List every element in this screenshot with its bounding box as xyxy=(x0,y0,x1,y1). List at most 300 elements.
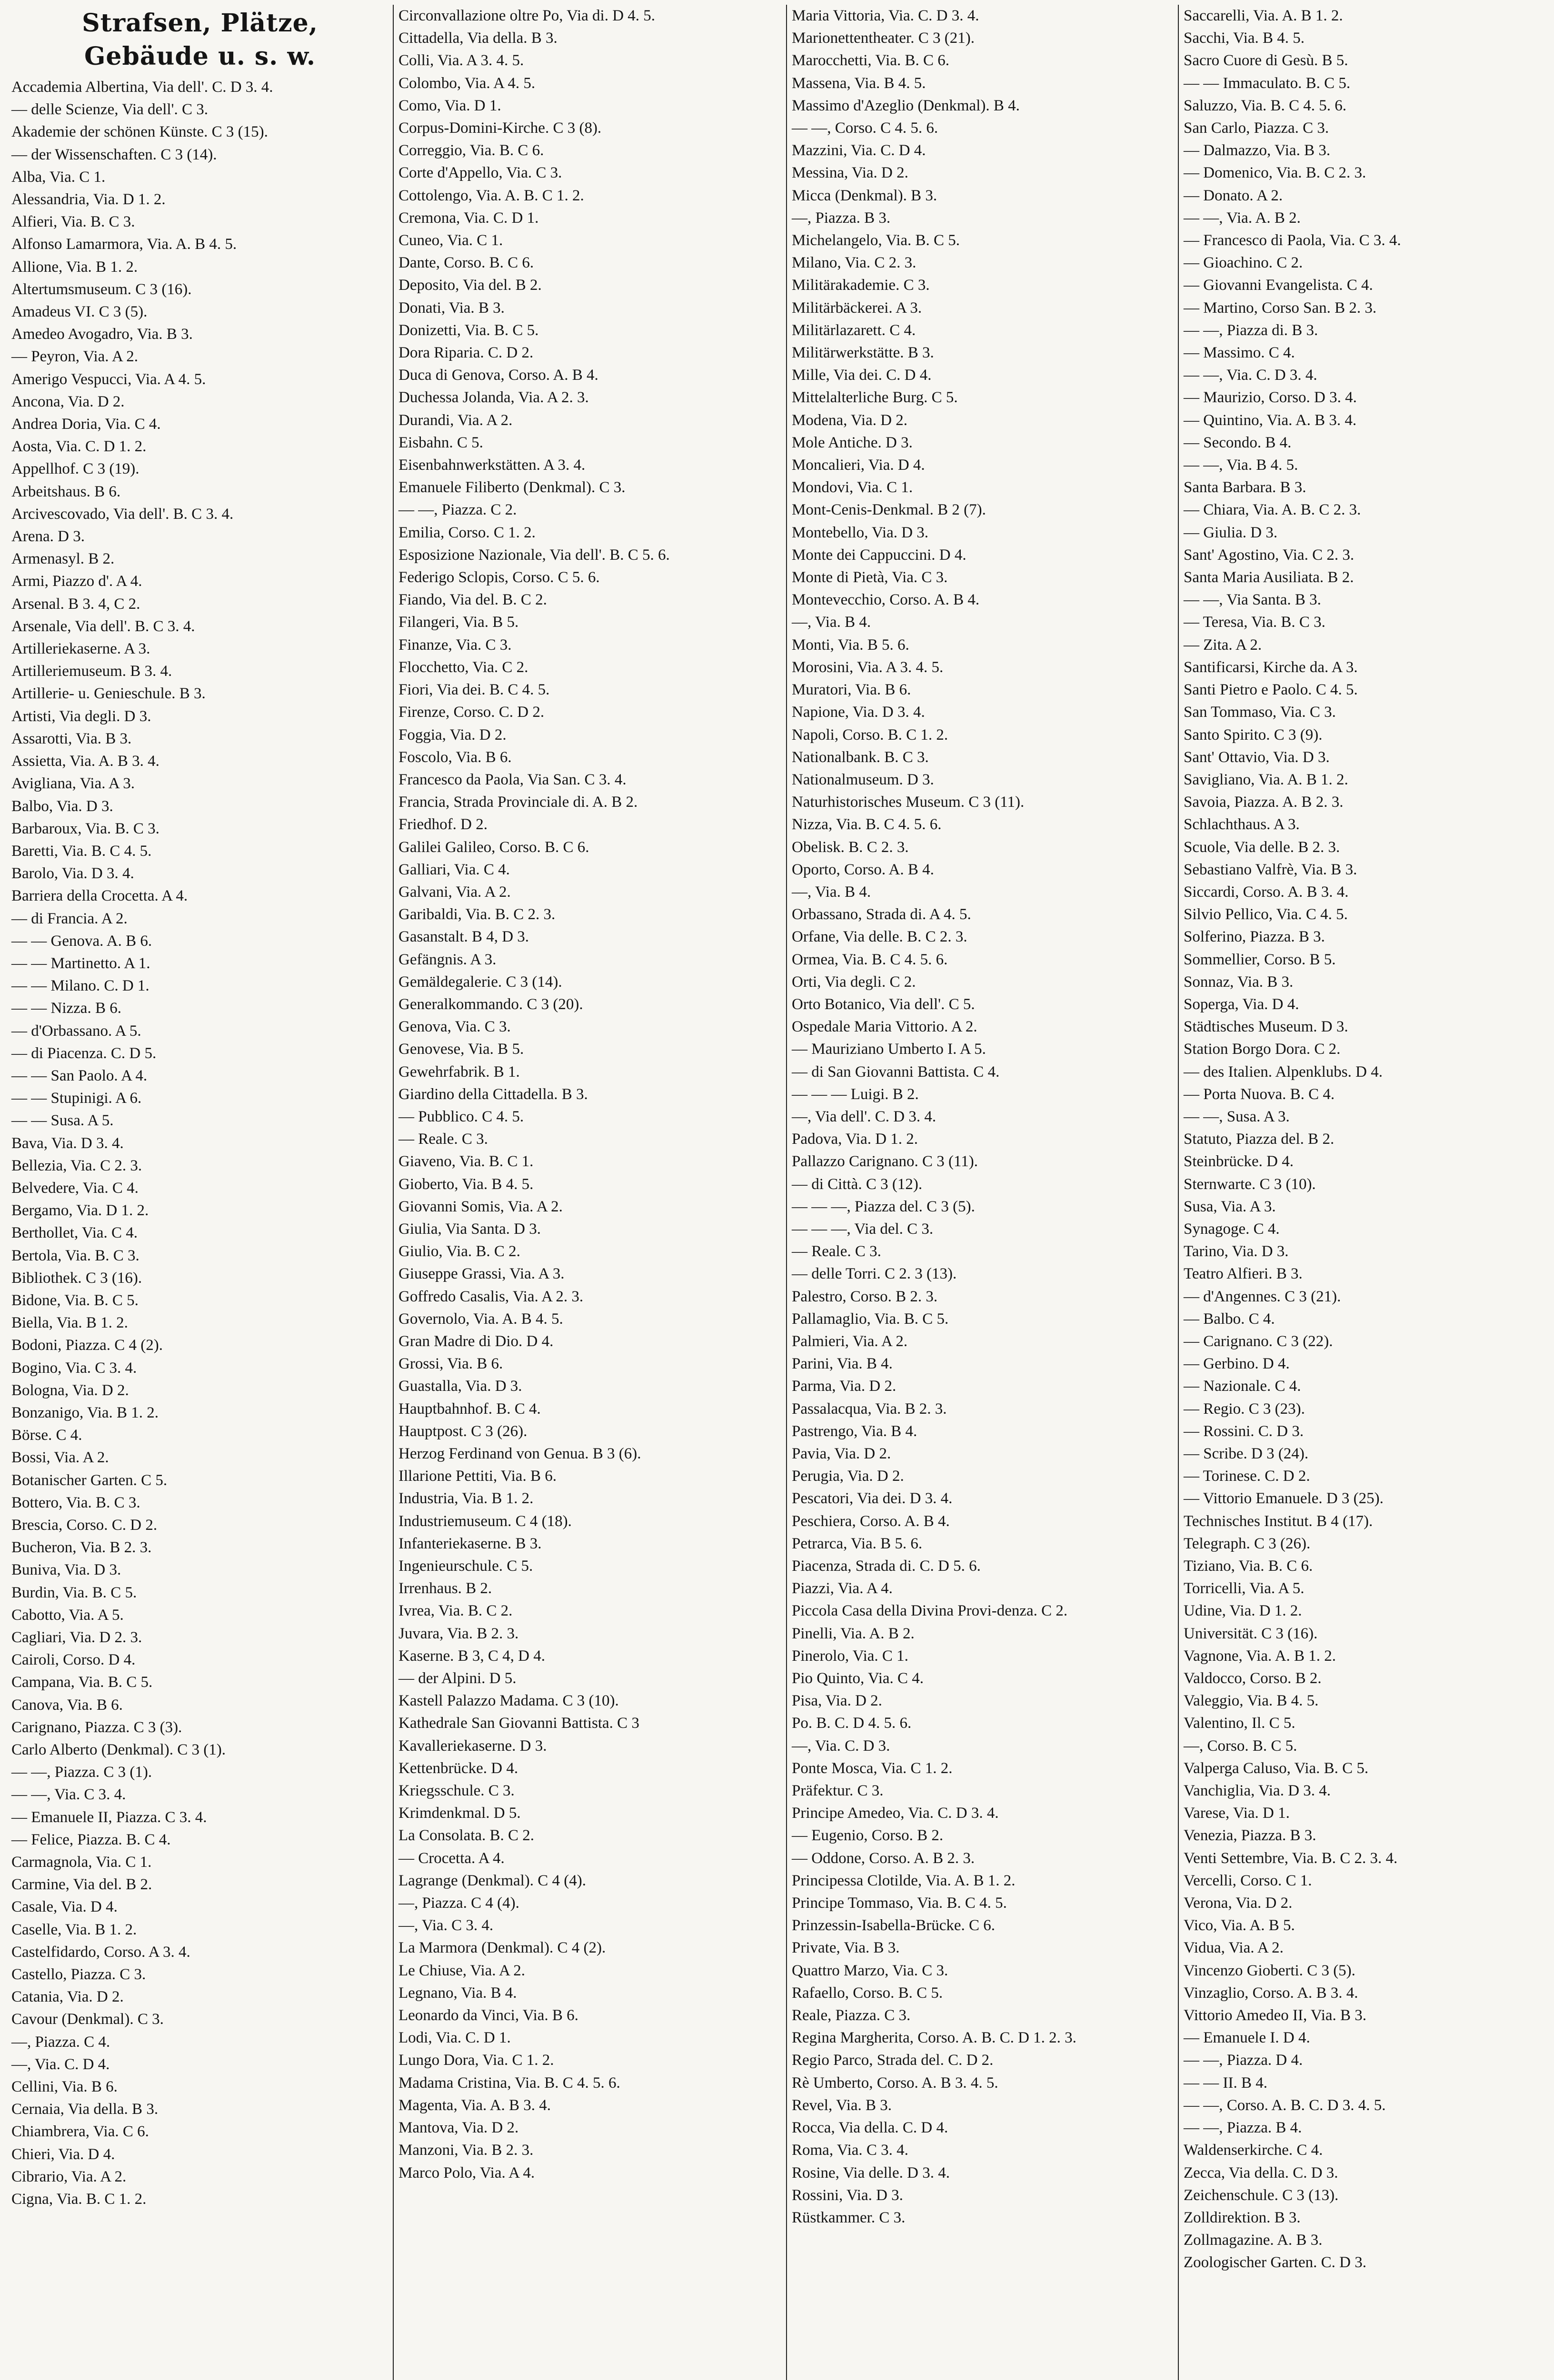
index-entry: Arbeitshaus. B 6. xyxy=(11,483,121,500)
index-entry: —, Via. B 4. xyxy=(792,614,871,631)
index-entry: Präfektur. C 3. xyxy=(792,1782,884,1800)
index-entry: Waldenserkirche. C 4. xyxy=(1184,2142,1323,2159)
index-entry: Cagliari, Via. D 2. 3. xyxy=(11,1629,142,1646)
index-entry: Hauptbahnhof. B. C 4. xyxy=(398,1400,541,1418)
index-entry: Santo Spirito. C 3 (9). xyxy=(1184,726,1323,744)
index-entry: — —, Via. C. D 3. 4. xyxy=(1184,367,1317,384)
index-entry: Marionettentheater. C 3 (21). xyxy=(792,30,975,47)
index-entry: Vagnone, Via. A. B 1. 2. xyxy=(1184,1647,1336,1665)
index-entry: Napione, Via. D 3. 4. xyxy=(792,704,925,721)
index-entry: Bucheron, Via. B 2. 3. xyxy=(11,1539,152,1557)
index-entry: — Quintino, Via. A. B 3. 4. xyxy=(1184,411,1357,429)
index-entry: Accademia Albertina, Via dell'. C. D 3. 4. xyxy=(11,79,273,96)
index-entry: Hauptpost. C 3 (26). xyxy=(398,1422,528,1440)
index-entry: Saccarelli, Via. A. B 1. 2. xyxy=(1184,7,1343,24)
index-entry: Artilleriemuseum. B 3. 4. xyxy=(11,663,172,680)
index-entry: Bellezia, Via. C 2. 3. xyxy=(11,1157,142,1174)
index-entry: Obelisk. B. C 2. 3. xyxy=(792,838,909,856)
index-entry: Mittelalterliche Burg. C 5. xyxy=(792,389,958,407)
index-entry: Synagoge. C 4. xyxy=(1184,1220,1280,1238)
index-entry: Corte d'Appello, Via. C 3. xyxy=(398,164,562,182)
index-entry: Carmine, Via del. B 2. xyxy=(11,1876,152,1894)
index-entry: Altertumsmuseum. C 3 (16). xyxy=(11,280,192,298)
index-entry: — Teresa, Via. B. C 3. xyxy=(1184,614,1325,631)
index-entry: — Reale. C 3. xyxy=(398,1130,488,1148)
index-entry: Artilleriekaserne. A 3. xyxy=(11,640,150,658)
index-entry: — Dalmazzo, Via. B 3. xyxy=(1184,142,1331,159)
index-entry: Donizetti, Via. B. C 5. xyxy=(398,321,539,339)
index-entry: — delle Scienze, Via dell'. C 3. xyxy=(11,101,208,119)
index-entry: Esposizione Nazionale, Via dell'. B. C 5. 6. xyxy=(398,546,670,564)
index-entry: Lagrange (Denkmal). C 4 (4). xyxy=(398,1872,587,1889)
index-entry: Belvedere, Via. C 4. xyxy=(11,1179,139,1197)
index-entry: Milano, Via. C 2. 3. xyxy=(792,254,916,272)
index-entry: Pisa, Via. D 2. xyxy=(792,1692,882,1710)
index-entry: — —, Piazza. C 2. xyxy=(398,501,517,519)
index-entry: Ormea, Via. B. C 4. 5. 6. xyxy=(792,951,948,968)
index-entry: Magenta, Via. A. B 3. 4. xyxy=(398,2096,551,2114)
index-entry: Passalacqua, Via. B 2. 3. xyxy=(792,1400,947,1418)
index-entry: Rè Umberto, Corso. A. B 3. 4. 5. xyxy=(792,2074,998,2092)
index-entry: Gran Madre di Dio. D 4. xyxy=(398,1332,554,1350)
index-entry: — der Wissenschaften. C 3 (14). xyxy=(11,146,217,163)
index-entry: Monte dei Cappuccini. D 4. xyxy=(792,546,966,564)
index-entry: Piacenza, Strada di. C. D 5. 6. xyxy=(792,1557,981,1575)
index-entry: — Nazionale. C 4. xyxy=(1184,1378,1301,1395)
index-entry: Pastrengo, Via. B 4. xyxy=(792,1422,917,1440)
index-entry: Private, Via. B 3. xyxy=(792,1939,900,1957)
index-entry: Ancona, Via. D 2. xyxy=(11,393,125,410)
index-entry: Galliari, Via. C 4. xyxy=(398,861,510,878)
index-entry: Giaveno, Via. B. C 1. xyxy=(398,1153,534,1170)
index-entry: Amerigo Vespucci, Via. A 4. 5. xyxy=(11,370,206,388)
index-entry: Nationalmuseum. D 3. xyxy=(792,771,934,788)
index-entry: Francia, Strada Provinciale di. A. B 2. xyxy=(398,793,638,811)
index-entry: San Tommaso, Via. C 3. xyxy=(1184,704,1336,721)
index-entry: Ponte Mosca, Via. C 1. 2. xyxy=(792,1759,953,1777)
index-entry: Gasanstalt. B 4, D 3. xyxy=(398,928,529,946)
index-entry: —, Via. C. D 4. xyxy=(11,2055,110,2073)
index-entry: Baretti, Via. B. C 4. 5. xyxy=(11,842,152,860)
index-entry: Pallamaglio, Via. B. C 5. xyxy=(792,1310,949,1328)
index-entry: Savoia, Piazza. A. B 2. 3. xyxy=(1184,793,1344,811)
index-entry: — — Martinetto. A 1. xyxy=(11,954,150,972)
index-entry: — Porta Nuova. B. C 4. xyxy=(1184,1085,1335,1103)
index-entry: Regio Parco, Strada del. C. D 2. xyxy=(792,2052,994,2069)
index-entry: Bologna, Via. D 2. xyxy=(11,1381,129,1399)
index-entry: Kaserne. B 3, C 4, D 4. xyxy=(398,1647,545,1665)
index-entry: Goffredo Casalis, Via. A 2. 3. xyxy=(398,1288,584,1305)
index-entry: Deposito, Via del. B 2. xyxy=(398,277,542,294)
index-entry: — Gioachino. C 2. xyxy=(1184,254,1303,272)
index-entry: Monti, Via. B 5. 6. xyxy=(792,636,909,654)
index-entry: Federigo Sclopis, Corso. C 5. 6. xyxy=(398,569,600,586)
index-entry: Soperga, Via. D 4. xyxy=(1184,995,1299,1013)
index-entry: Massimo d'Azeglio (Denkmal). B 4. xyxy=(792,97,1020,114)
index-entry: — — Stupinigi. A 6. xyxy=(11,1090,142,1107)
index-entry: Orfane, Via delle. B. C 2. 3. xyxy=(792,928,967,946)
index-entry: — Peyron, Via. A 2. xyxy=(11,348,138,366)
index-entry: Oporto, Corso. A. B 4. xyxy=(792,861,934,878)
index-entry: Valdocco, Corso. B 2. xyxy=(1184,1670,1322,1687)
index-entry: Siccardi, Corso. A. B 3. 4. xyxy=(1184,883,1349,901)
index-entry: —, Via. C 3. 4. xyxy=(398,1917,494,1934)
index-entry: Francesco da Paola, Via San. C 3. 4. xyxy=(398,771,627,788)
index-entry: — — San Paolo. A 4. xyxy=(11,1067,148,1084)
index-entry: Sonnaz, Via. B 3. xyxy=(1184,973,1294,991)
index-entry: — —, Piazza di. B 3. xyxy=(1184,321,1318,339)
index-entry: Amadeus VI. C 3 (5). xyxy=(11,303,148,321)
index-entry: — Pubblico. C 4. 5. xyxy=(398,1108,524,1125)
index-entry: Montebello, Via. D 3. xyxy=(792,524,929,541)
index-entry: Sacro Cuore di Gesù. B 5. xyxy=(1184,52,1348,69)
index-entry: Reale, Piazza. C 3. xyxy=(792,2007,911,2024)
index-entry: — Scribe. D 3 (24). xyxy=(1184,1445,1309,1462)
index-entry: Petrarca, Via. B 5. 6. xyxy=(792,1535,923,1552)
index-entry: Militärlazarett. C 4. xyxy=(792,321,916,339)
index-entry: Alfonso Lamarmora, Via. A. B 4. 5. xyxy=(11,236,237,253)
index-entry: — —, Susa. A 3. xyxy=(1184,1108,1290,1125)
index-page xyxy=(7,5,1547,2380)
index-entry: Messina, Via. D 2. xyxy=(792,164,908,182)
index-entry: — di Città. C 3 (12). xyxy=(792,1175,923,1193)
index-entry: Valentino, Il. C 5. xyxy=(1184,1715,1295,1732)
index-entry: Alba, Via. C 1. xyxy=(11,168,106,186)
index-entry: Lodi, Via. C. D 1. xyxy=(398,2029,511,2047)
index-entry: Rossini, Via. D 3. xyxy=(792,2186,903,2204)
index-entry: Padova, Via. D 1. 2. xyxy=(792,1130,918,1148)
index-entry: Morosini, Via. A 3. 4. 5. xyxy=(792,658,944,676)
index-entry: Cabotto, Via. A 5. xyxy=(11,1606,124,1624)
index-entry: Sant' Agostino, Via. C 2. 3. xyxy=(1184,546,1355,564)
index-entry: — — —, Piazza del. C 3 (5). xyxy=(792,1198,975,1215)
index-entry: — Francesco di Paola, Via. C 3. 4. xyxy=(1184,232,1401,249)
index-entry: Arsenale, Via dell'. B. C 3. 4. xyxy=(11,617,195,635)
index-entry: Roma, Via. C 3. 4. xyxy=(792,2142,908,2159)
index-entry: Principe Amedeo, Via. C. D 3. 4. xyxy=(792,1805,999,1822)
index-entry: Michelangelo, Via. B. C 5. xyxy=(792,232,960,249)
index-entry: Bidone, Via. B. C 5. xyxy=(11,1291,139,1309)
index-entry: Eisenbahnwerkstätten. A 3. 4. xyxy=(398,456,586,474)
index-entry: Rafaello, Corso. B. C 5. xyxy=(792,1984,943,2002)
index-entry: Udine, Via. D 1. 2. xyxy=(1184,1602,1302,1620)
index-entry: Steinbrücke. D 4. xyxy=(1184,1153,1294,1170)
index-entry: Vincenzo Gioberti. C 3 (5). xyxy=(1184,1962,1355,1979)
index-entry: Como, Via. D 1. xyxy=(398,97,501,114)
index-entry: Naturhistorisches Museum. C 3 (11). xyxy=(792,793,1025,811)
index-entry: Gewehrfabrik. B 1. xyxy=(398,1063,520,1081)
index-entry: — —, Via. A. B 2. xyxy=(1184,209,1301,227)
index-entry: Aosta, Via. C. D 1. 2. xyxy=(11,438,147,456)
index-entry: Palmieri, Via. A 2. xyxy=(792,1332,908,1350)
index-entry: Montevecchio, Corso. A. B 4. xyxy=(792,591,980,609)
index-column-3 xyxy=(787,5,1179,2380)
index-entry: — —, Corso. C 4. 5. 6. xyxy=(792,119,938,137)
index-entry: Barriera della Crocetta. A 4. xyxy=(11,887,188,905)
index-entry: — — Milano. C. D 1. xyxy=(11,977,149,995)
index-entry: — Giulia. D 3. xyxy=(1184,524,1278,541)
index-entry: —, Via. B 4. xyxy=(792,883,871,901)
index-entry: Telegraph. C 3 (26). xyxy=(1184,1535,1311,1552)
index-entry: Mondovi, Via. C 1. xyxy=(792,479,913,496)
index-entry: Campana, Via. B. C 5. xyxy=(11,1674,153,1691)
index-entry: Sant' Ottavio, Via. D 3. xyxy=(1184,748,1330,766)
index-entry: Palestro, Corso. B 2. 3. xyxy=(792,1288,938,1305)
index-entry: —, Via. C. D 3. xyxy=(792,1737,890,1755)
index-entry: Filangeri, Via. B 5. xyxy=(398,614,519,631)
index-entry: — Maurizio, Corso. D 3. 4. xyxy=(1184,389,1357,407)
index-entry: Zeichenschule. C 3 (13). xyxy=(1184,2186,1339,2204)
index-entry: Susa, Via. A 3. xyxy=(1184,1198,1276,1215)
index-entry: Canova, Via. B 6. xyxy=(11,1696,123,1714)
index-entry: Station Borgo Dora. C 2. xyxy=(1184,1041,1341,1058)
index-entry: Giuseppe Grassi, Via. A 3. xyxy=(398,1265,565,1283)
index-entry: Vercelli, Corso. C 1. xyxy=(1184,1872,1312,1889)
index-entry: Legnano, Via. B 4. xyxy=(398,1984,517,2002)
index-entry: Varese, Via. D 1. xyxy=(1184,1805,1290,1822)
index-entry: Firenze, Corso. C. D 2. xyxy=(398,704,545,721)
index-entry: Modena, Via. D 2. xyxy=(792,411,908,429)
index-entry: Quattro Marzo, Via. C 3. xyxy=(792,1962,948,1979)
index-entry: Militärwerkstätte. B 3. xyxy=(792,344,934,362)
index-entry: Chieri, Via. D 4. xyxy=(11,2145,115,2163)
index-entry: Leonardo da Vinci, Via. B 6. xyxy=(398,2007,578,2024)
index-entry: Bogino, Via. C 3. 4. xyxy=(11,1359,137,1377)
index-entry: Santa Barbara. B 3. xyxy=(1184,479,1306,496)
index-entry: Napoli, Corso. B. C 1. 2. xyxy=(792,726,948,744)
index-entry: Carmagnola, Via. C 1. xyxy=(11,1854,152,1871)
index-entry: — Rossini. C. D 3. xyxy=(1184,1422,1304,1440)
index-entry: Assarotti, Via. B 3. xyxy=(11,730,132,747)
index-entry: — Vittorio Emanuele. D 3 (25). xyxy=(1184,1490,1384,1507)
index-entry: Artillerie- u. Genieschule. B 3. xyxy=(11,685,206,703)
index-entry: Rocca, Via della. C. D 4. xyxy=(792,2119,948,2137)
index-entry: Tiziano, Via. B. C 6. xyxy=(1184,1557,1313,1575)
index-entry: Manzoni, Via. B 2. 3. xyxy=(398,2142,534,2159)
index-entry: Piazzi, Via. A 4. xyxy=(792,1580,893,1597)
index-entry: Biella, Via. B 1. 2. xyxy=(11,1314,128,1332)
index-entry: Cittadella, Via della. B 3. xyxy=(398,30,558,47)
index-entry: Botanischer Garten. C 5. xyxy=(11,1471,168,1489)
index-entry: Principessa Clotilde, Via. A. B 1. 2. xyxy=(792,1872,1016,1889)
index-entry: Allione, Via. B 1. 2. xyxy=(11,258,138,276)
index-entry: Castelfidardo, Corso. A 3. 4. xyxy=(11,1943,190,1961)
index-entry: Sternwarte. C 3 (10). xyxy=(1184,1175,1316,1193)
index-entry: Andrea Doria, Via. C 4. xyxy=(11,416,161,433)
index-entry: — Oddone, Corso. A. B 2. 3. xyxy=(792,1849,975,1867)
index-entry: — —, Via Santa. B 3. xyxy=(1184,591,1321,609)
index-entry: Perugia, Via. D 2. xyxy=(792,1468,904,1485)
index-entry: —, Piazza. C 4 (4). xyxy=(398,1894,519,1912)
index-entry: Orto Botanico, Via dell'. C 5. xyxy=(792,995,975,1013)
index-entry: Dora Riparia. C. D 2. xyxy=(398,344,534,362)
index-entry: Armi, Piazzo d'. A 4. xyxy=(11,573,142,590)
index-entry: — Eugenio, Corso. B 2. xyxy=(792,1827,944,1844)
index-entry: —, Piazza. C 4. xyxy=(11,2033,110,2051)
index-entry: Nizza, Via. B. C 4. 5. 6. xyxy=(792,816,942,833)
index-entry: Grossi, Via. B 6. xyxy=(398,1355,503,1373)
index-entry: San Carlo, Piazza. C 3. xyxy=(1184,119,1329,137)
index-entry: Schlachthaus. A 3. xyxy=(1184,816,1300,833)
index-entry: — —, Piazza. C 3 (1). xyxy=(11,1764,152,1781)
index-title-line-2: Gebäude u. s. w. xyxy=(84,42,316,71)
index-entry: Irrenhaus. B 2. xyxy=(398,1580,492,1597)
index-entry: Rüstkammer. C 3. xyxy=(792,2209,906,2226)
index-entry: Duchessa Jolanda, Via. A 2. 3. xyxy=(398,389,589,407)
index-entry: Bava, Via. D 3. 4. xyxy=(11,1134,124,1152)
index-entry: Teatro Alfieri. B 3. xyxy=(1184,1265,1303,1283)
index-entry: Artisti, Via degli. D 3. xyxy=(11,707,151,725)
index-entry: Zoologischer Garten. C. D 3. xyxy=(1184,2254,1366,2271)
index-entry: Colombo, Via. A 4. 5. xyxy=(398,74,536,92)
index-entry: Donati, Via. B 3. xyxy=(398,299,505,317)
index-entry: Cuneo, Via. C 1. xyxy=(398,232,503,249)
index-entry: — Carignano. C 3 (22). xyxy=(1184,1332,1333,1350)
index-entry: Industriemuseum. C 4 (18). xyxy=(398,1512,572,1530)
index-entry: Maria Vittoria, Via. C. D 3. 4. xyxy=(792,7,979,24)
index-entry: Pio Quinto, Via. C 4. xyxy=(792,1670,924,1687)
index-entry: Fiori, Via dei. B. C 4. 5. xyxy=(398,681,550,699)
index-column-4 xyxy=(1179,5,1547,2380)
index-entry: — Martino, Corso San. B 2. 3. xyxy=(1184,299,1377,317)
index-entry: Colli, Via. A 3. 4. 5. xyxy=(398,52,524,69)
index-entry: Kriegsschule. C 3. xyxy=(398,1782,515,1800)
index-entry: Genova, Via. C 3. xyxy=(398,1018,511,1036)
index-entry: — Reale. C 3. xyxy=(792,1243,881,1260)
index-entry: — —, Corso. A. B. C. D 3. 4. 5. xyxy=(1184,2096,1386,2114)
index-entry: Corpus-Domini-Kirche. C 3 (8). xyxy=(398,119,602,137)
index-entry: — — Genova. A. B 6. xyxy=(11,932,152,950)
index-entry: Alessandria, Via. D 1. 2. xyxy=(11,191,166,208)
index-title xyxy=(11,7,388,73)
index-entry: — Mauriziano Umberto I. A 5. xyxy=(792,1041,986,1058)
index-entry: Revel, Via. B 3. xyxy=(792,2096,892,2114)
index-entry: Gemäldegalerie. C 3 (14). xyxy=(398,973,562,991)
index-entry: Tarino, Via. D 3. xyxy=(1184,1243,1289,1260)
index-entry: —, Via dell'. C. D 3. 4. xyxy=(792,1108,936,1125)
index-entry: — d'Angennes. C 3 (21). xyxy=(1184,1288,1341,1305)
index-entry: — Emanuele II, Piazza. C 3. 4. xyxy=(11,1808,207,1826)
index-entry: Kettenbrücke. D 4. xyxy=(398,1759,518,1777)
index-entry: — — Nizza. B 6. xyxy=(11,1000,121,1017)
index-entry: Foggia, Via. D 2. xyxy=(398,726,507,744)
index-entry: Appellhof. C 3 (19). xyxy=(11,460,139,478)
index-entry: Santificarsi, Kirche da. A 3. xyxy=(1184,658,1358,676)
index-entry: Moncalieri, Via. D 4. xyxy=(792,456,925,474)
index-entry: Avigliana, Via. A 3. xyxy=(11,775,135,793)
index-entry: Muratori, Via. B 6. xyxy=(792,681,911,699)
index-entry: — Regio. C 3 (23). xyxy=(1184,1400,1305,1418)
index-entry: Casale, Via. D 4. xyxy=(11,1898,118,1916)
index-entry: Emanuele Filiberto (Denkmal). C 3. xyxy=(398,479,626,496)
index-entry: — Zita. A 2. xyxy=(1184,636,1262,654)
index-entry: Mazzini, Via. C. D 4. xyxy=(792,142,926,159)
index-entry: Castello, Piazza. C 3. xyxy=(11,1966,146,1983)
index-entry: Mole Antiche. D 3. xyxy=(792,434,913,451)
index-entry: Alfieri, Via. B. C 3. xyxy=(11,213,135,231)
index-entry: Garibaldi, Via. B. C 2. 3. xyxy=(398,906,556,923)
index-entry: Vanchiglia, Via. D 3. 4. xyxy=(1184,1782,1331,1800)
index-entry: Saluzzo, Via. B. C 4. 5. 6. xyxy=(1184,97,1347,114)
index-entry: — des Italien. Alpenklubs. D 4. xyxy=(1184,1063,1383,1081)
index-entry: Herzog Ferdinand von Genua. B 3 (6). xyxy=(398,1445,641,1462)
index-entry: —, Corso. B. C 5. xyxy=(1184,1737,1297,1755)
index-entry: Marocchetti, Via. B. C 6. xyxy=(792,52,950,69)
index-entry: Lungo Dora, Via. C 1. 2. xyxy=(398,2052,554,2069)
index-entry: Infanteriekaserne. B 3. xyxy=(398,1535,542,1552)
index-entry: Marco Polo, Via. A 4. xyxy=(398,2164,535,2182)
index-entry: Bergamo, Via. D 1. 2. xyxy=(11,1202,149,1220)
index-entry: — Secondo. B 4. xyxy=(1184,434,1292,451)
index-entry: — Balbo. C 4. xyxy=(1184,1310,1275,1328)
index-entry: — — Susa. A 5. xyxy=(11,1112,114,1130)
index-entry: — Emanuele I. D 4. xyxy=(1184,2029,1310,2047)
index-entry: Giulio, Via. B. C 2. xyxy=(398,1243,520,1260)
index-entry: Buniva, Via. D 3. xyxy=(11,1561,121,1579)
index-entry: Juvara, Via. B 2. 3. xyxy=(398,1625,519,1642)
index-entry: Valeggio, Via. B 4. 5. xyxy=(1184,1692,1319,1710)
index-entry: Arena. D 3. xyxy=(11,528,85,545)
index-entry: Städtisches Museum. D 3. xyxy=(1184,1018,1348,1036)
index-entry: Vittorio Amedeo II, Via. B 3. xyxy=(1184,2007,1367,2024)
index-entry: Balbo, Via. D 3. xyxy=(11,797,113,815)
index-entry: Carignano, Piazza. C 3 (3). xyxy=(11,1718,182,1736)
index-entry: Emilia, Corso. C 1. 2. xyxy=(398,524,536,541)
index-entry: Bertola, Via. B. C 3. xyxy=(11,1247,139,1264)
index-column-2 xyxy=(394,5,787,2380)
index-entry: Madama Cristina, Via. B. C 4. 5. 6. xyxy=(398,2074,620,2092)
index-entry: Correggio, Via. B. C 6. xyxy=(398,142,544,159)
index-entry: — Donato. A 2. xyxy=(1184,187,1283,204)
index-entry: — — II. B 4. xyxy=(1184,2074,1267,2092)
index-entry: Torricelli, Via. A 5. xyxy=(1184,1580,1305,1597)
index-entry: Ospedale Maria Vittorio. A 2. xyxy=(792,1018,977,1036)
index-entry: Galvani, Via. A 2. xyxy=(398,883,511,901)
index-entry: Valperga Caluso, Via. B. C 5. xyxy=(1184,1759,1369,1777)
index-entry: —, Piazza. B 3. xyxy=(792,209,891,227)
index-entry: Piccola Casa della Divina Provi-denza. C 2. xyxy=(792,1602,1068,1620)
index-entry: Santi Pietro e Paolo. C 4. 5. xyxy=(1184,681,1358,699)
index-entry: Rosine, Via delle. D 3. 4. xyxy=(792,2164,950,2182)
index-entry: Kavalleriekaserne. D 3. xyxy=(398,1737,547,1755)
index-entry: Caselle, Via. B 1. 2. xyxy=(11,1921,137,1938)
index-entry: Venti Settembre, Via. B. C 2. 3. 4. xyxy=(1184,1849,1398,1867)
index-entry: — der Alpini. D 5. xyxy=(398,1670,517,1687)
index-column-1 xyxy=(7,5,393,2380)
index-entry: Pescatori, Via dei. D 3. 4. xyxy=(792,1490,953,1507)
index-entry: Governolo, Via. A. B 4. 5. xyxy=(398,1310,563,1328)
index-entry: — delle Torri. C 2. 3 (13). xyxy=(792,1265,957,1283)
index-entry: Vidua, Via. A 2. xyxy=(1184,1939,1284,1957)
index-entry: Statuto, Piazza del. B 2. xyxy=(1184,1130,1335,1148)
index-entry: Cremona, Via. C. D 1. xyxy=(398,209,539,227)
index-entry: Regina Margherita, Corso. A. B. C. D 1. 2. 3. xyxy=(792,2029,1076,2047)
index-entry: Burdin, Via. B. C 5. xyxy=(11,1584,137,1601)
index-entry: Arcivescovado, Via dell'. B. C 3. 4. xyxy=(11,505,234,523)
index-entry: — —, Piazza. B 4. xyxy=(1184,2119,1302,2137)
index-entry: Carlo Alberto (Denkmal). C 3 (1). xyxy=(11,1741,226,1759)
index-entry: — Crocetta. A 4. xyxy=(398,1849,505,1867)
index-entry: Kastell Palazzo Madama. C 3 (10). xyxy=(398,1692,619,1710)
index-entry: Massena, Via. B 4. 5. xyxy=(792,74,926,92)
index-entry: Flocchetto, Via. C 2. xyxy=(398,658,528,676)
index-entry: Bottero, Via. B. C 3. xyxy=(11,1494,140,1511)
index-entry: Cottolengo, Via. A. B. C 1. 2. xyxy=(398,187,584,204)
index-entry: Militärakademie. C 3. xyxy=(792,277,930,294)
index-entry: Illarione Pettiti, Via. B 6. xyxy=(398,1468,557,1485)
index-entry: — d'Orbassano. A 5. xyxy=(11,1022,141,1040)
index-entry: Foscolo, Via. B 6. xyxy=(398,748,512,766)
